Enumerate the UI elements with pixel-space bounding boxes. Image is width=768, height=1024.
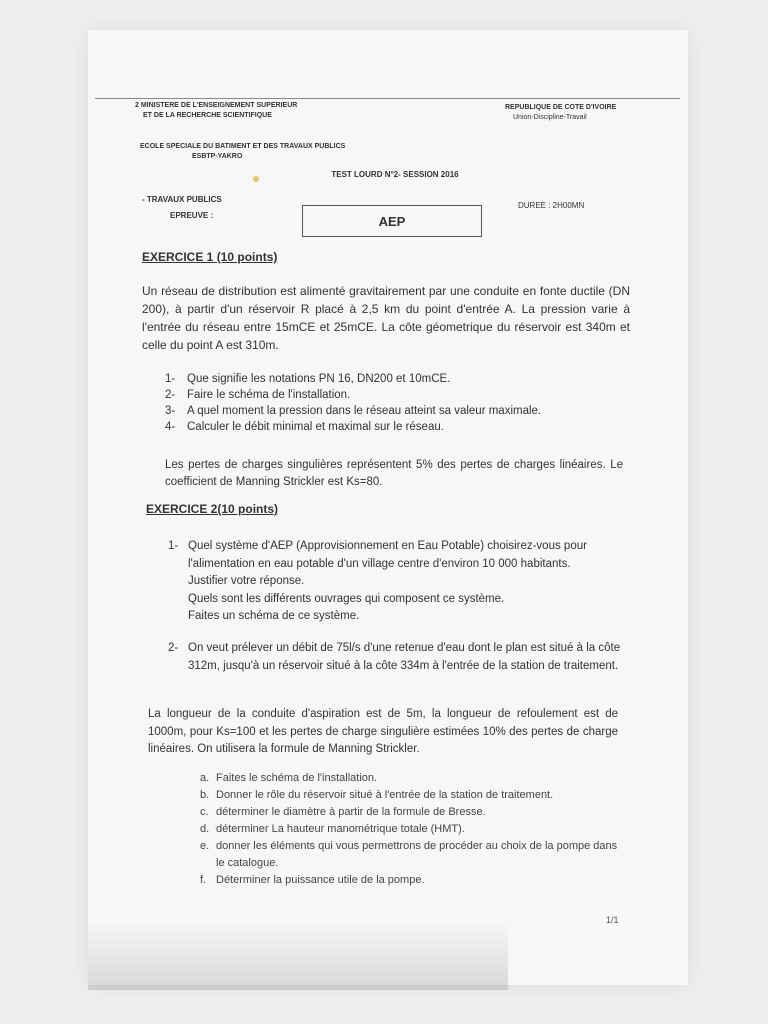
list-item: a. Faites le schéma de l'installation. (200, 772, 378, 784)
epreuve-label: EPREUVE : (170, 211, 214, 220)
list-item: 4- Calculer le débit minimal et maximal sur le réseau. (165, 421, 444, 433)
republic-block (505, 103, 675, 123)
photo-shadow (88, 920, 508, 990)
q2-text: On veut prélever un débit de 75l/s d'une retenue d'eau dont le plan est situé à la côte 312m, jusqu'à un réservoir situé à la côte 334m à l'entrée de la station de traitement. (188, 642, 621, 672)
list-item: b. Donner le rôle du réservoir situé à l'entrée de la station de traitement. (200, 789, 554, 801)
exercise2-q2 (168, 640, 623, 675)
ministry-block (135, 101, 355, 121)
list-item: f. Déterminer la puissance utile de la pompe. (200, 874, 425, 886)
republic-motto: Union-Discipline-Travail (513, 114, 587, 121)
republic-name: REPUBLIQUE DE COTE D'IVOIRE (505, 104, 617, 111)
q1-line3: Quels sont les différents ouvrages qui composent ce système. (188, 592, 505, 605)
q1-line2: Justifier votre réponse. (188, 575, 305, 587)
ink-dot (253, 176, 259, 182)
school-line1: ECOLE SPECIALE DU BATIMENT ET DES TRAVAUX PUBLICS (140, 143, 346, 150)
exercise2-title: EXERCICE 2(10 points) (146, 502, 279, 516)
list-item: e. donner les éléments qui vous permettrons de procéder au choix de la pompe dans le catalogue. (200, 840, 618, 869)
exercise1-note: Les pertes de charges singulières représentent 5% des pertes de charges linéaires. Le coefficient de Manning Strickler est Ks=80. (165, 459, 623, 488)
department: - TRAVAUX PUBLICS (142, 195, 222, 204)
list-item: d. déterminer La hauteur manométrique totale (HMT). (200, 823, 465, 835)
q1-line1: Quel système d'AEP (Approvisionnement en Eau Potable) choisirez-vous pour l'alimentation en eau potable d'un village centre d'environ 10 000 habitants. (188, 540, 587, 570)
ministry-line2: ET DE LA RECHERCHE SCIENTIFIQUE (143, 112, 272, 119)
exercise1-intro: Un réseau de distribution est alimenté gravitairement par une conduite en fonte ductile (DN 200), à partir d'un réservoir R placé à 2,5 km du point d'entrée A. La pression varie à l'entrée du réseau entre 15mCE et 25mCE. La côte géometrique du réservoir est 340m et celle du point A est 310m. (142, 284, 630, 352)
duration: DUREE : 2H00MN (518, 201, 585, 210)
epreuve-box (302, 205, 482, 237)
exercise1-title: EXERCICE 1 (10 points) (142, 250, 278, 264)
list-item: 3- A quel moment la pression dans le réseau atteint sa valeur maximale. (165, 405, 542, 417)
ministry-line1: 2 MINISTERE DE L'ENSEIGNEMENT SUPERIEUR (135, 102, 298, 109)
q2-number: 2- (168, 642, 179, 654)
exercise2-q1 (168, 538, 623, 626)
exercise1-questions (165, 371, 635, 435)
list-item: c. déterminer le diamètre à partir de la formule de Bresse. (200, 806, 486, 818)
page-number: 1/1 (606, 915, 619, 925)
list-item: 1- Que signifie les notations PN 16, DN200 et 10mCE. (165, 373, 451, 385)
exercise2-items (200, 770, 625, 889)
list-item: 2- Faire le schéma de l'installation. (165, 389, 351, 401)
school-line2: ESBTP-YAKRO (192, 153, 243, 160)
test-title: TEST LOURD N°2- SESSION 2016 (331, 170, 459, 179)
exercise2-paragraph: La longueur de la conduite d'aspiration est de 5m, la longueur de refoulement est de 1000m, pour Ks=100 et les pertes de charge singulière estimées 10% des pertes de charge linéaires. On utilisera la formule de Manning Strickler. (148, 708, 618, 755)
epreuve-value: AEP (378, 213, 406, 229)
school-block (140, 142, 360, 162)
q1-line4: Faites un schéma de ce système. (188, 610, 360, 622)
header-rule (95, 98, 680, 99)
q1-number: 1- (168, 540, 179, 552)
